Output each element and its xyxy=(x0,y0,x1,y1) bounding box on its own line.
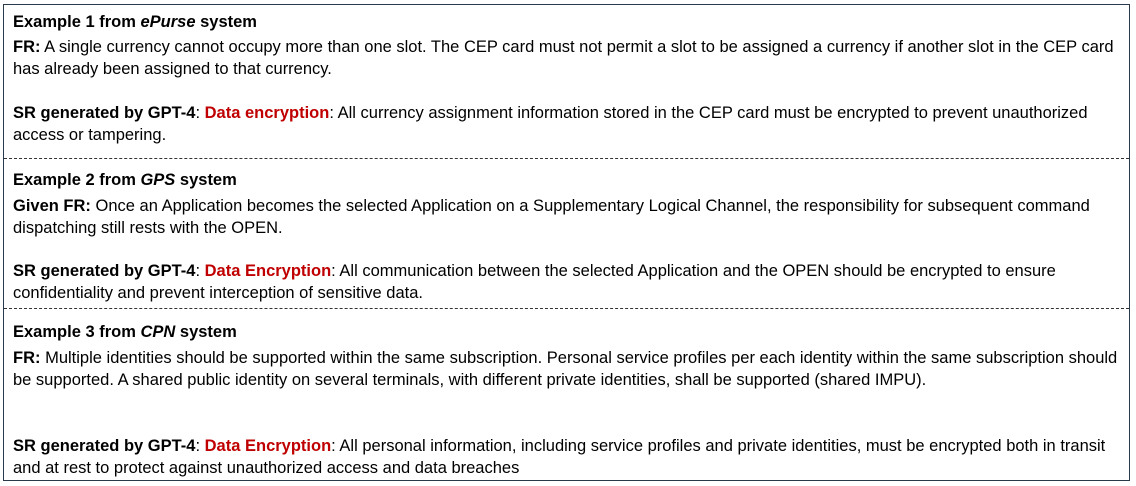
example-3-heading xyxy=(13,322,237,342)
example-1-fr-text: A single currency cannot occupy more than one slot. The CEP card must not permit a slot to be assigned a currency if another slot in the CEP card has already been assigned to that currency. xyxy=(13,38,1114,78)
example-1-system-name: ePurse xyxy=(140,13,196,31)
example-2-security-requirement xyxy=(13,260,1121,304)
example-2-heading-suffix: system xyxy=(175,171,237,189)
example-1-security-requirement xyxy=(13,102,1121,146)
example-3-sr-category: Data Encryption xyxy=(204,437,332,455)
example-2-fr-text: Once an Application becomes the selected Application on a Supplementary Logical Channel, the responsibility for subsequent command dispatching still rests with the OPEN. xyxy=(13,197,1090,237)
example-2-functional-requirement xyxy=(13,195,1121,239)
example-1-functional-requirement xyxy=(13,36,1121,80)
example-2-sr-separator: : xyxy=(195,262,205,280)
examples-frame xyxy=(3,4,1130,481)
example-2-heading-prefix: Example 2 from xyxy=(13,171,141,189)
example-3-system-name: CPN xyxy=(140,323,176,341)
example-2-sr-category: Data Encryption xyxy=(204,262,332,280)
example-3-functional-requirement xyxy=(13,347,1121,391)
example-3-section xyxy=(4,311,1129,482)
example-1-sr-label: SR generated by GPT-4 xyxy=(13,104,196,122)
example-1-heading-prefix: Example 1 from xyxy=(13,13,141,31)
example-1-sr-text: : All currency assignment information stored in the CEP card must be encrypted to prevent unauthorized access or tampering. xyxy=(13,104,1088,144)
example-3-sr-separator: : xyxy=(195,437,205,455)
example-1-sr-separator: : xyxy=(195,104,205,122)
example-3-heading-suffix: system xyxy=(175,323,237,341)
example-1-fr-label: FR: xyxy=(13,38,41,56)
example-2-heading xyxy=(13,170,237,190)
example-3-security-requirement xyxy=(13,435,1121,479)
example-1-sr-category: Data encryption xyxy=(204,104,330,122)
example-3-fr-text: Multiple identities should be supported within the same subscription. Personal service profiles per each identity within the same subscription should be supported. A shared public identity on several terminals, with different private identities, shall be supported (shared IMPU). xyxy=(13,349,1118,389)
example-1-section xyxy=(4,5,1129,158)
example-1-heading xyxy=(13,12,257,32)
example-3-heading-prefix: Example 3 from xyxy=(13,323,141,341)
example-3-fr-label: FR: xyxy=(13,349,41,367)
example-2-fr-label: Given FR: xyxy=(13,197,91,215)
example-1-heading-suffix: system xyxy=(195,13,257,31)
example-2-system-name: GPS xyxy=(140,171,176,189)
example-3-sr-label: SR generated by GPT-4 xyxy=(13,437,196,455)
example-2-section xyxy=(4,158,1129,311)
example-2-sr-text: : All communication between the selected Application and the OPEN should be encrypted to ensure confidentiality and prevent interception of sensitive data. xyxy=(13,262,1056,302)
example-3-sr-text: : All personal information, including service profiles and private identities, must be encrypted both in transit and at rest to protect against unauthorized access and data breaches xyxy=(13,437,1106,477)
example-2-sr-label: SR generated by GPT-4 xyxy=(13,262,196,280)
section-divider-2 xyxy=(4,308,1129,309)
